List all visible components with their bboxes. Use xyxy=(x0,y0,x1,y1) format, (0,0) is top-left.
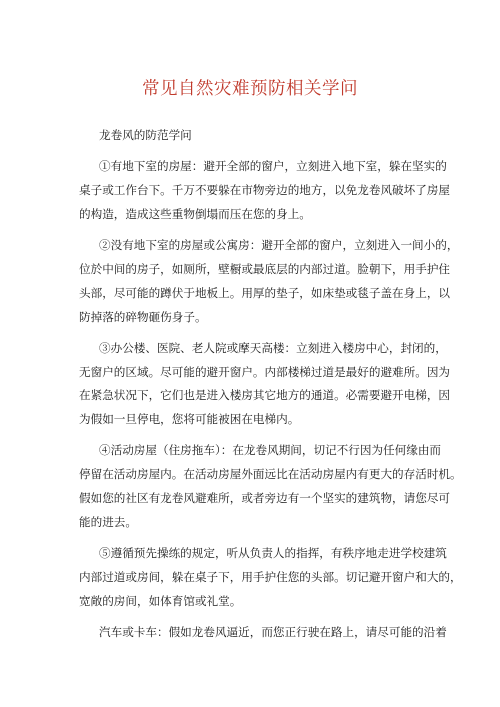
section-heading: 龙卷风的防范学问 xyxy=(99,128,192,142)
document-body xyxy=(79,124,462,652)
text-line: ②没有地下室的房屋或公寓房：避开全部的窗户，立刻进入一间小的， xyxy=(99,237,459,252)
text-line: 防掉落的碎物砸伤身子。 xyxy=(79,309,207,324)
paragraph-no-basement xyxy=(79,234,459,330)
text-line: 桌子或工作台下。千万不要躲在市物旁边的地方，以免龙卷风破坏了房屋 xyxy=(79,182,451,197)
paragraph-basement xyxy=(79,155,451,227)
text-line: ⑤遵循预先操练的规定，听从负责人的指挥，有秩序地走进学校建筑 xyxy=(99,546,447,561)
text-line: 宽敞的房间，如体育馆或礼堂。 xyxy=(79,594,242,609)
text-line: 无窗户的区域。尽可能的避开窗户。内部楼梯过道是最好的避难所。因为 xyxy=(79,364,451,379)
text-line: 汽车或卡车：假如龙卷风逼近，而您正行驶在路上，请尽可能的沿着 xyxy=(99,625,447,640)
text-line: ①有地下室的房屋：避开全部的窗户，立刻进入地下室，躲在坚实的 xyxy=(99,158,447,173)
text-line: 在紧急状况下，它们也是进入楼房其它地方的通道。必需要避开电梯，因 xyxy=(79,388,451,403)
text-line: 内部过道或房间，躲在桌子下，用手护住您的头部。切记避开窗户和大的， xyxy=(79,570,462,585)
text-line: ③办公楼、医院、老人院或摩天高楼：立刻进入楼房中心，封闭的， xyxy=(99,340,447,355)
paragraph-schools xyxy=(79,542,462,614)
paragraph-office-buildings xyxy=(79,337,451,433)
paragraph-vehicles xyxy=(79,621,447,645)
page-title: 常见自然灾难预防相关学问 xyxy=(142,79,358,99)
text-line: 能的进去。 xyxy=(79,515,137,530)
text-line: 位於中间的房子，如厕所，壁橱或最底层的内部过道。脸朝下，用手护住 xyxy=(79,261,451,276)
text-line: 停留在活动房屋内。在活动房屋外面远比在活动房屋内有更大的存活时机。 xyxy=(79,467,462,482)
text-line: 头部，尽可能的蹲伏于地板上。用厚的垫子，如床垫或毯子盖在身上，以 xyxy=(79,285,451,300)
text-line: 的构造，造成这些重物倒塌而压在您的身上。 xyxy=(79,206,311,221)
paragraph-mobile-homes xyxy=(79,439,462,535)
text-line: ④活动房屋（住房拖车）：在龙卷风期间，切记不行因为任何缘由而 xyxy=(99,443,442,458)
text-line: 为假如一旦停电，您将可能被困在电梯内。 xyxy=(79,412,300,427)
text-line: 假如您的社区有龙卷风避难所，或者旁边有一个坚实的建筑物，请您尽可 xyxy=(79,491,451,506)
